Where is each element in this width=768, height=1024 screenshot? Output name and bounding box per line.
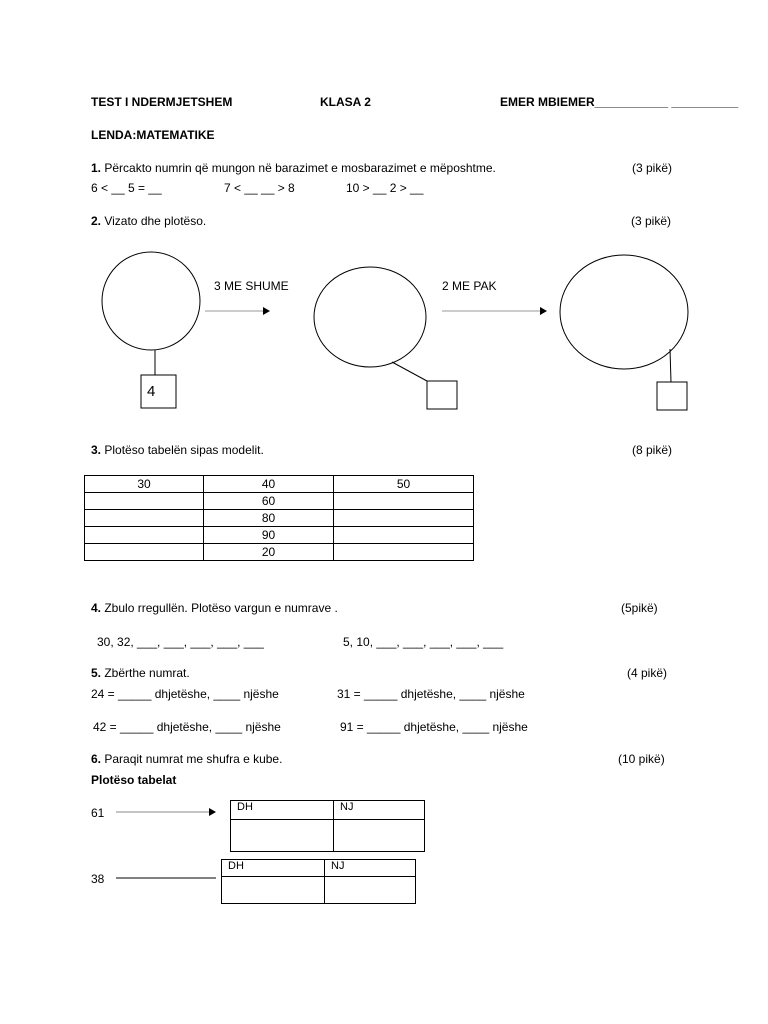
box-1-value: 4 <box>147 383 156 400</box>
q6-points: (10 pikë) <box>618 752 665 766</box>
name-field-label: EMER MBIEMER___________ __________ <box>500 95 739 109</box>
table-cell: 60 <box>204 493 334 510</box>
q6-number-1: 61 <box>91 806 105 820</box>
q1-text: Përcakto numrin që mungon në barazimet e mosbarazimet e mëposhtme. <box>101 161 496 175</box>
q3-points: (8 pikë) <box>632 443 673 457</box>
q4-sequence-2: 5, 10, ___, ___, ___, ___, ___ <box>343 635 504 649</box>
q1-expression-2: 7 < __ __ > 8 <box>224 181 295 195</box>
q5-item-2: 31 = _____ dhjetëshe, ____ njëshe <box>337 687 525 701</box>
q2-text: Vizato dhe plotëso. <box>101 214 207 228</box>
table-cell: 90 <box>204 527 334 544</box>
q1-number: 1. <box>91 161 102 175</box>
q3-number: 3. <box>91 443 102 457</box>
q5-item-1: 24 = _____ dhjetëshe, ____ njëshe <box>91 687 279 701</box>
table-cell: 50 <box>334 476 474 493</box>
table-cell: 20 <box>204 544 334 561</box>
q5-text: Zbërthe numrat. <box>101 666 190 680</box>
subject-label: LENDA:MATEMATIKE <box>91 128 215 142</box>
q4-number: 4. <box>91 601 102 615</box>
q6-number-2: 38 <box>91 872 105 886</box>
nj-answer-cell[interactable] <box>334 820 425 852</box>
test-title: TEST I NDERMJETSHEM <box>91 95 233 109</box>
q5-item-3: 42 = _____ dhjetëshe, ____ njëshe <box>93 720 281 734</box>
table-row <box>222 877 416 904</box>
table-cell: 40 <box>204 476 334 493</box>
q6-subtext: Plotëso tabelat <box>91 773 177 787</box>
dh-answer-cell[interactable] <box>222 877 325 904</box>
arrow-1-label: 3 ME SHUME <box>214 279 289 293</box>
q5-points: (4 pikë) <box>627 666 668 680</box>
class-label: KLASA 2 <box>320 95 371 109</box>
table-row <box>231 820 425 852</box>
q2-points: (3 pikë) <box>631 214 672 228</box>
col-dh-header: DH <box>222 860 325 877</box>
table-row <box>231 801 425 820</box>
q6-number: 6. <box>91 752 102 766</box>
q3-text: Plotëso tabelën sipas modelit. <box>101 443 264 457</box>
col-dh-header: DH <box>231 801 334 820</box>
q1-points: (3 pikë) <box>632 161 673 175</box>
q1-expression-1: 6 < __ 5 = __ <box>91 181 162 195</box>
q6-text: Paraqit numrat me shufra e kube. <box>101 752 283 766</box>
nj-answer-cell[interactable] <box>325 877 416 904</box>
table-cell: 80 <box>204 510 334 527</box>
col-nj-header: NJ <box>334 801 425 820</box>
arrow-2-label: 2 ME PAK <box>442 279 497 293</box>
q5-item-4: 91 = _____ dhjetëshe, ____ njëshe <box>340 720 528 734</box>
q4-points: (5pikë) <box>621 601 658 615</box>
q4-sequence-1: 30, 32, ___, ___, ___, ___, ___ <box>97 635 264 649</box>
q5-number: 5. <box>91 666 102 680</box>
q4-text: Zbulo rregullën. Plotëso vargun e numrave . <box>101 601 338 615</box>
table-row <box>222 860 416 877</box>
q1-expression-3: 10 > __ 2 > __ <box>346 181 424 195</box>
dh-answer-cell[interactable] <box>231 820 334 852</box>
q6-arrow-head <box>209 808 216 816</box>
q6-table-2 <box>221 859 416 904</box>
table-cell: 30 <box>85 476 204 493</box>
q2-number: 2. <box>91 214 102 228</box>
col-nj-header: NJ <box>325 860 416 877</box>
q6-table-1 <box>230 800 425 852</box>
